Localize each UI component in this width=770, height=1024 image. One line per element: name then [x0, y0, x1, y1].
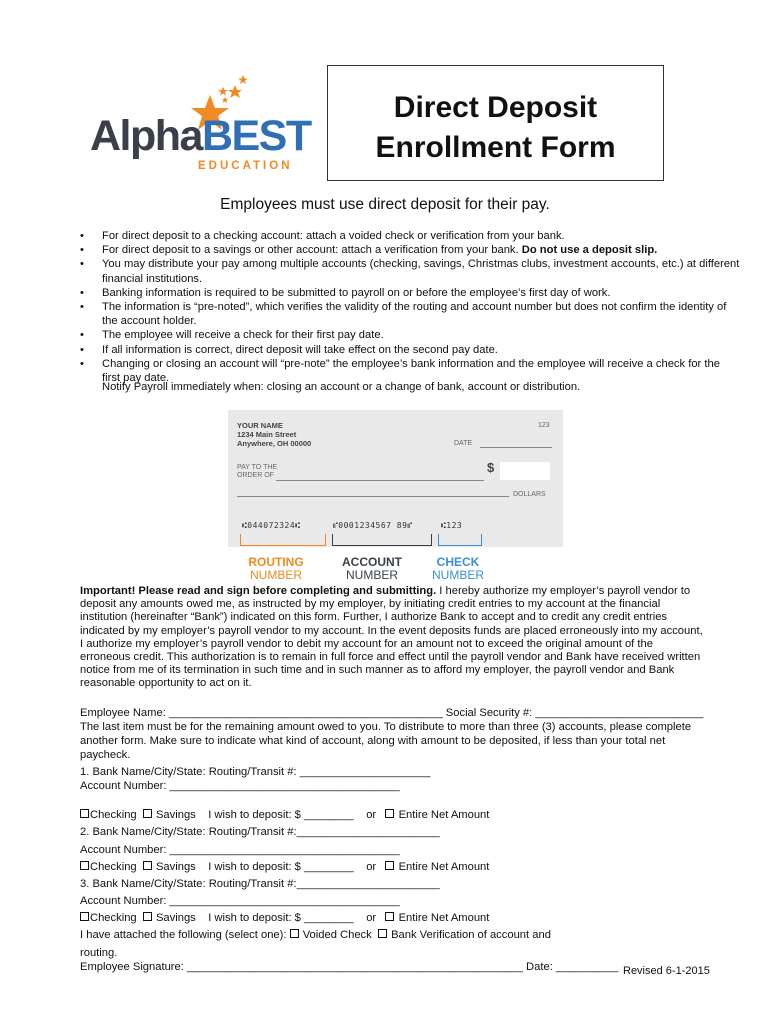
check-micr-check: ⑆123 [441, 521, 463, 530]
check-number-bracket [438, 534, 482, 546]
subtitle: Employees must use direct deposit for their pay. [220, 196, 550, 213]
list-item: • Banking information is required to be submitted to payroll on or before the employee’s first day of work. [80, 286, 740, 300]
check-name: YOUR NAME [237, 421, 283, 430]
notify-payroll-note: Notify Payroll immediately when: closing an account or a change of bank, account or distribution. [102, 381, 581, 393]
sample-check-image [228, 410, 563, 547]
routing-word: routing. [80, 947, 118, 959]
list-item: • The employee will receive a check for their first pay date. [80, 328, 740, 342]
deposit-amount-field[interactable]: I wish to deposit: $ ________ [208, 912, 354, 924]
alphabest-logo [90, 75, 320, 170]
checking-checkbox[interactable] [80, 809, 89, 818]
list-item: • The information is “pre-noted”, which verifies the validity of the routing and account number but does not confirm the identity of the account holder. [80, 300, 740, 328]
list-item: • For direct deposit to a checking account: attach a voided check or verification from your bank. [80, 229, 740, 243]
routing-number-label: ROUTING NUMBER [248, 555, 304, 582]
check-micr-account: ⑈0001234567 89⑈ [333, 521, 413, 530]
account-2-number-field[interactable]: Account Number: _____________________________________ [80, 844, 400, 856]
logo-tagline: EDUCATION [198, 160, 293, 172]
check-amount-line [237, 496, 509, 497]
instruction-list [80, 229, 740, 385]
check-amount-box [500, 462, 550, 480]
check-city: Anywhere, OH 00000 [237, 439, 312, 448]
check-number-label: CHECK NUMBER [431, 555, 484, 582]
account-number-label: ACCOUNT NUMBER [342, 555, 402, 582]
deposit-options-row: Checking Savings I wish to deposit: $ ________ or Entire Net Amount [80, 860, 489, 874]
entire-net-checkbox[interactable] [385, 912, 394, 921]
employee-name-ssn-line[interactable]: Employee Name: ____________________________________________ Social Security #: ___________________________ [80, 707, 704, 719]
account-3-number-field[interactable]: Account Number: _____________________________________ [80, 895, 400, 907]
account-bracket [332, 534, 432, 546]
account-1-number-field[interactable]: Account Number: _____________________________________ [80, 780, 400, 792]
deposit-amount-field[interactable]: I wish to deposit: $ ________ [208, 861, 354, 873]
checking-checkbox[interactable] [80, 861, 89, 870]
entire-net-checkbox[interactable] [385, 861, 394, 870]
list-item: • Changing or closing an account will “pre-note” the employee’s bank information and the employee will receive a check for the first pay date. [80, 357, 740, 385]
routing-bracket [240, 534, 326, 546]
list-item: • For direct deposit to a savings or other account: attach a verification from your bank. Do not use a deposit slip. [80, 243, 740, 257]
bank-1-routing-field[interactable]: 1. Bank Name/City/State: Routing/Transit #: _____________________ [80, 766, 431, 778]
savings-checkbox[interactable] [143, 861, 152, 870]
savings-checkbox[interactable] [143, 912, 152, 921]
check-street: 1234 Main Street [237, 430, 297, 439]
savings-checkbox[interactable] [143, 809, 152, 818]
authorization-paragraph: Important! Please read and sign before completing and submitting. I hereby authorize my employer’s payroll vendor to deposit any amounts owed me, as instructed by my employer, by initiating credit entries to my account at the financial institution (hereinafter “Bank”) indicated on this form. Further, I authorize Bank to accept and to credit any credit entries indicated by my employer’s payroll vendor to my account. In the event deposits funds are placed erroneously into my account, I authorize my employer’s payroll vendor to debit my account for an amount not to exceed the original amount of the erroneous credit. This authorization is to remain in full force and effect until the payroll vendor and Bank have received written notice from me of its termination in such time and in such manner as to afford my employer, the payroll vendor and Bank reasonable opportunity to act on it. [80, 585, 703, 690]
list-item: • If all information is correct, direct deposit will take effect on the second pay date. [80, 343, 740, 357]
check-dollars-label: DOLLARS [513, 491, 546, 498]
bank-3-routing-field[interactable]: 3. Bank Name/City/State: Routing/Transit #:_______________________ [80, 878, 440, 890]
revision-date: Revised 6-1-2015 [623, 965, 710, 977]
check-pay-to: PAY TO THE [237, 464, 278, 471]
check-date-line [480, 447, 552, 448]
logo-word-best: BEST [201, 112, 311, 160]
check-date-label: DATE [454, 440, 473, 447]
attachment-options-row: I have attached the following (select one): Voided Check Bank Verification of account and [80, 929, 551, 941]
bank-verification-checkbox[interactable] [378, 929, 387, 938]
form-title-box [327, 65, 664, 181]
logo-wordmark [90, 112, 311, 160]
check-number: 123 [538, 422, 550, 429]
voided-check-checkbox[interactable] [290, 929, 299, 938]
form-title-line1: Direct Deposit [393, 91, 598, 124]
deposit-options-row: Checking Savings I wish to deposit: $ ________ or Entire Net Amount [80, 911, 489, 925]
check-order-of: ORDER OF [237, 472, 274, 479]
check-payee-line [276, 480, 484, 481]
deposit-options-row: Checking Savings I wish to deposit: $ ________ or Entire Net Amount [80, 808, 489, 822]
distribution-instructions: The last item must be for the remaining amount owed to you. To distribute to more than three (3) accounts, please complete another form. Make sure to indicate what kind of account, along with amount to be deposited, if less than your total net paycheck. [80, 721, 692, 761]
entire-net-checkbox[interactable] [385, 809, 394, 818]
logo-word-alpha: Alpha [90, 112, 202, 160]
checking-checkbox[interactable] [80, 912, 89, 921]
bank-2-routing-field[interactable]: 2. Bank Name/City/State: Routing/Transit #:_______________________ [80, 826, 440, 838]
check-dollar-sign: $ [487, 460, 495, 475]
list-item: • You may distribute your pay among multiple accounts (checking, savings, Christmas clubs, investment accounts, etc.) at different financial institutions. [80, 257, 740, 285]
deposit-amount-field[interactable]: I wish to deposit: $ ________ [208, 809, 354, 821]
form-title-line2: Enrollment Form [375, 131, 616, 164]
check-micr-routing: ⑆044072324⑆ [242, 521, 301, 530]
employee-signature-field[interactable]: Employee Signature: ______________________________________________________ Date: __________ [80, 961, 619, 973]
